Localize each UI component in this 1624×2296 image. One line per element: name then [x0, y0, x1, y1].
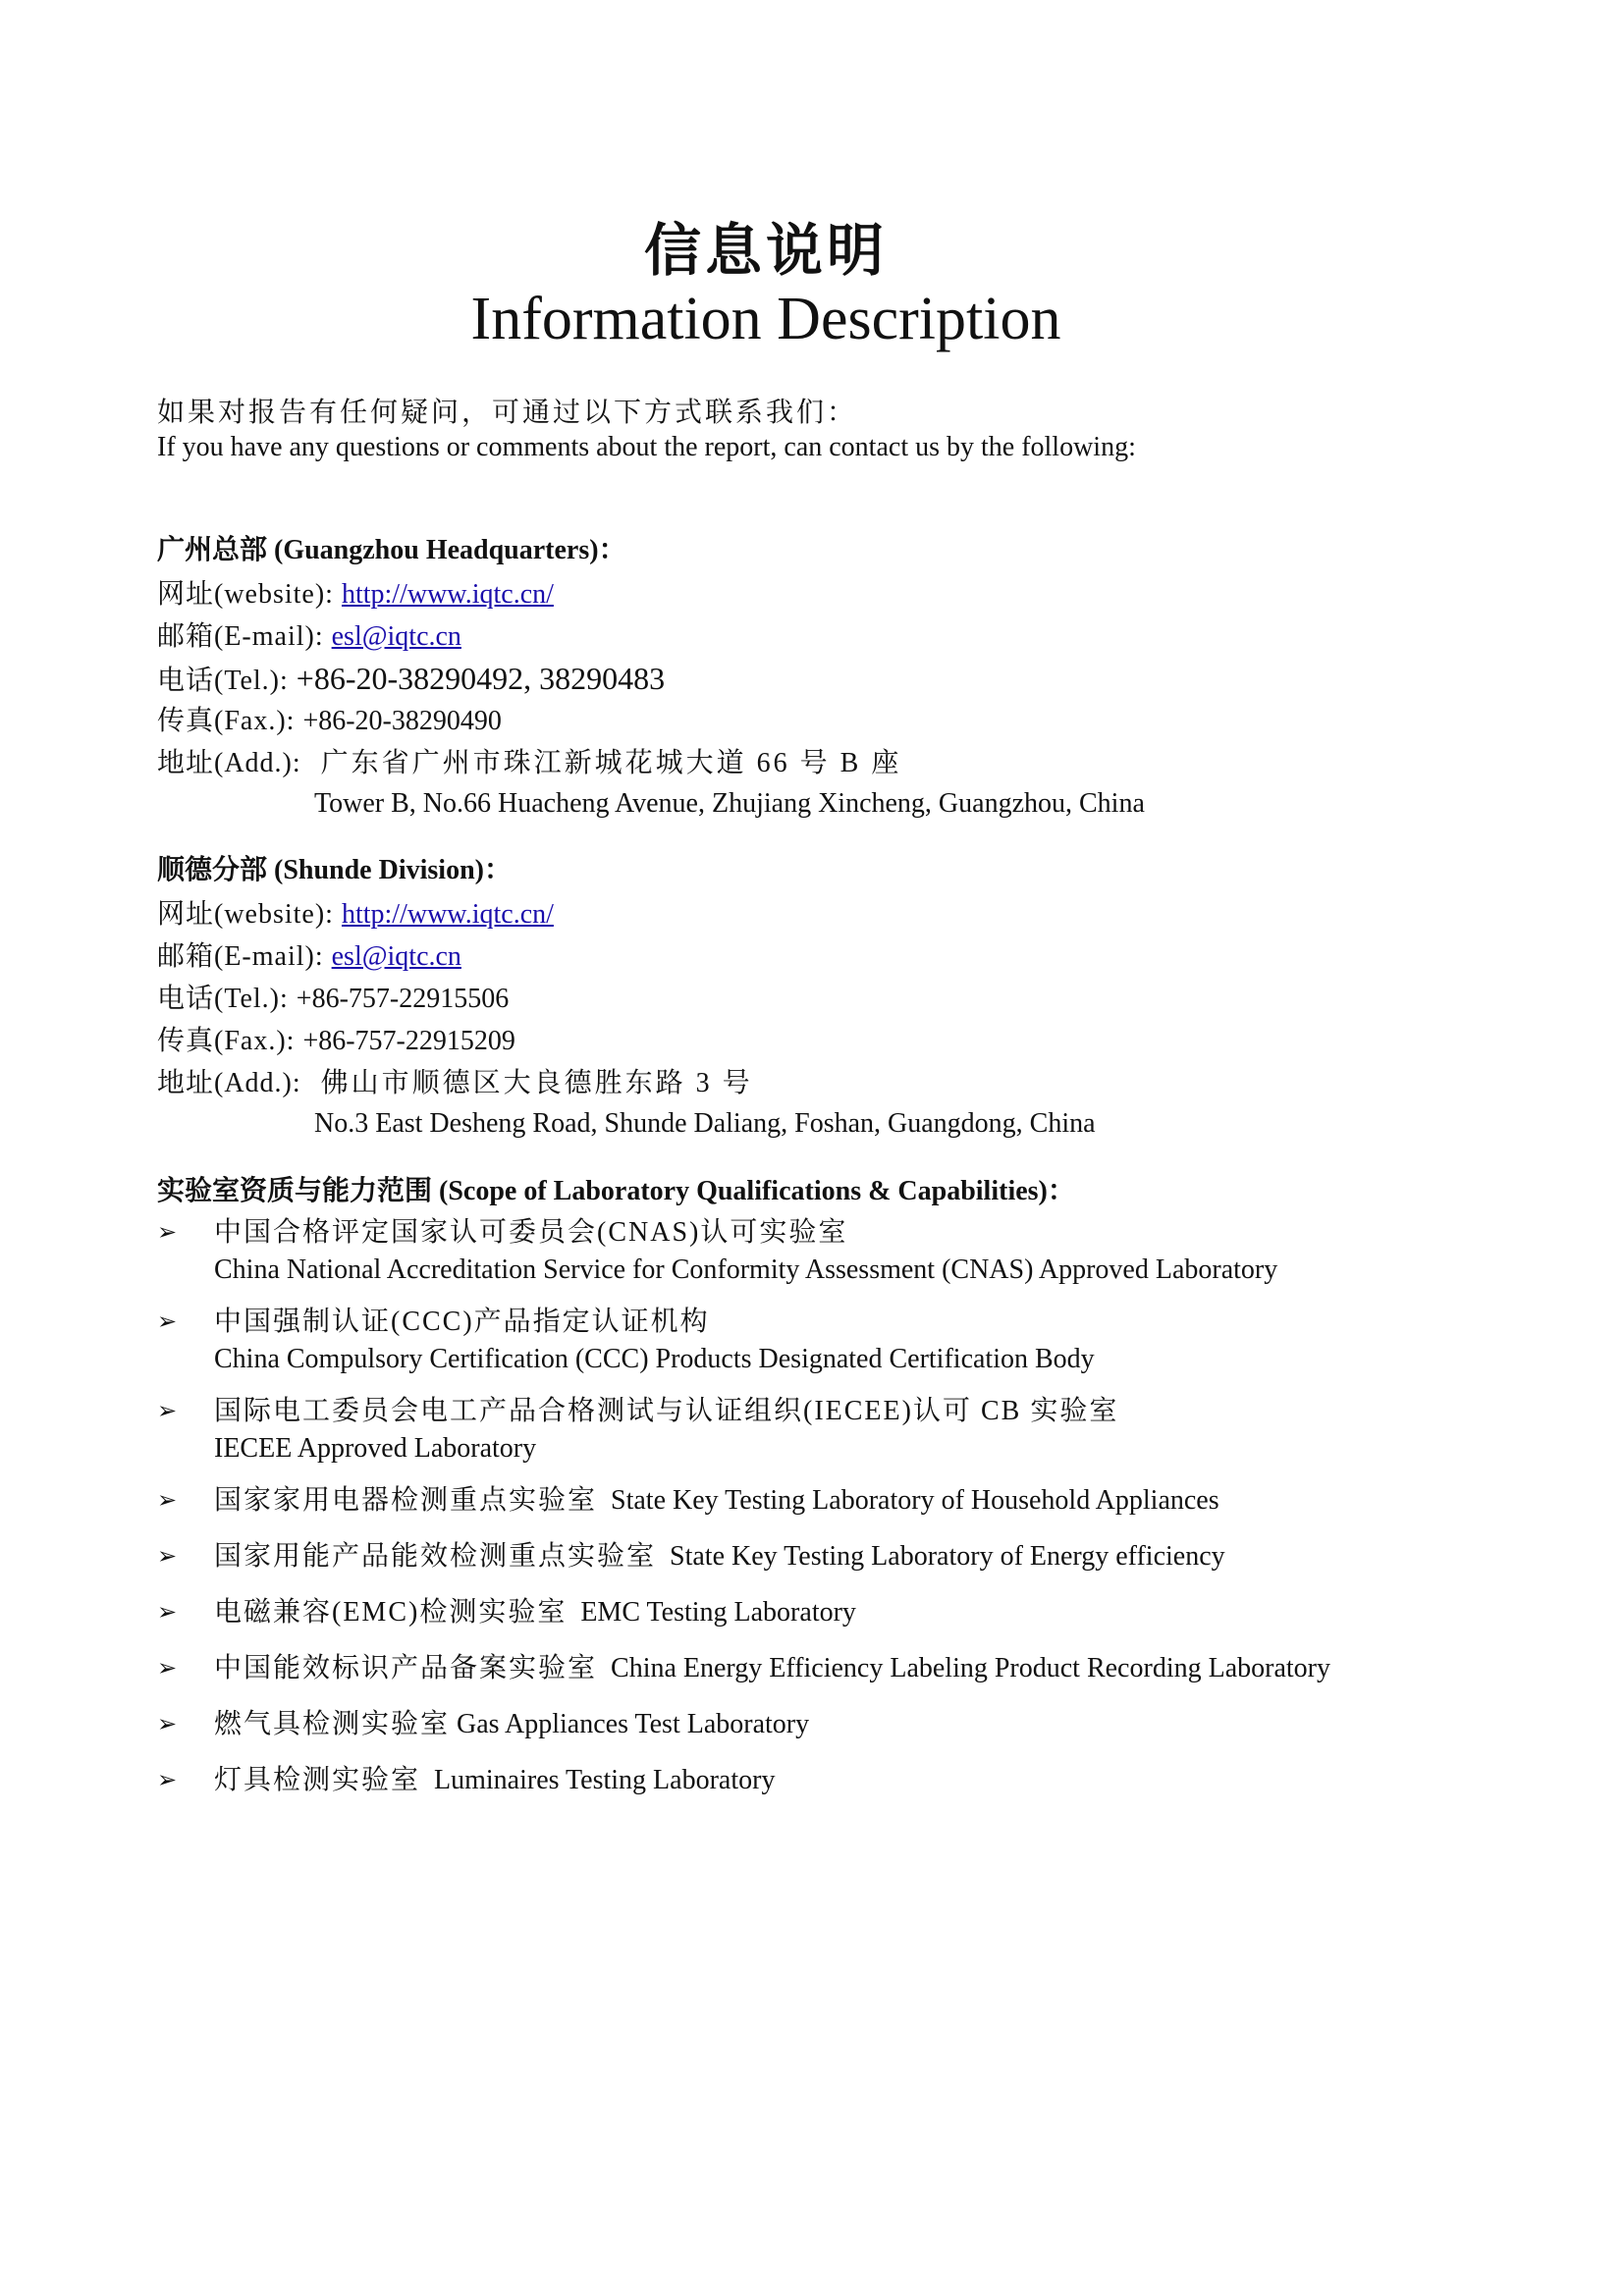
website-label: 网址(website):	[157, 579, 342, 610]
scope-item-chinese: 国家家用电器检测重点实验室	[214, 1485, 598, 1516]
intro-english: If you have any questions or comments about the report, can contact us by the following:	[157, 432, 1136, 462]
scope-item-chinese: 中国强制认证(CCC)产品指定认证机构	[214, 1307, 710, 1337]
arrow-bullet-icon: ➢	[157, 1399, 178, 1424]
guangzhou-tel-row	[157, 658, 1512, 700]
intro-chinese: 如果对报告有任何疑问，可通过以下方式联系我们：	[157, 398, 858, 428]
scope-item-chinese: 中国能效标识产品备案实验室	[214, 1653, 598, 1683]
list-item	[157, 1762, 1512, 1799]
arrow-bullet-icon: ➢	[157, 1712, 178, 1737]
list-item	[157, 1304, 1512, 1378]
email-label: 邮箱(E-mail):	[157, 941, 332, 972]
scope-item-chinese: 电磁兼容(EMC)检测实验室	[214, 1597, 568, 1628]
guangzhou-email-row	[157, 615, 1512, 658]
scope-item-english: China Energy Efficiency Labeling Product Recording Laboratory	[611, 1653, 1330, 1683]
arrow-bullet-icon: ➢	[157, 1768, 178, 1793]
guangzhou-fax-row	[157, 700, 1512, 742]
scope-heading: 实验室资质与能力范围 (Scope of Laboratory Qualifications & Capabilities)：	[157, 1176, 1075, 1206]
guangzhou-website-row	[157, 573, 1512, 615]
guangzhou-heading: 广州总部 (Guangzhou Headquarters)：	[157, 535, 626, 565]
shunde-address-chinese: 佛山市顺德区大良德胜东路 3 号	[320, 1068, 753, 1098]
list-item	[157, 1538, 1512, 1575]
tel-label: 电话(Tel.):	[157, 666, 297, 696]
scope-item-chinese: 国际电工委员会电工产品合格测试与认证组织(IECEE)认可 CB 实验室	[214, 1396, 1119, 1426]
list-item	[157, 1706, 1512, 1743]
arrow-bullet-icon: ➢	[157, 1488, 178, 1514]
scope-item-english: Luminaires Testing Laboratory	[434, 1765, 776, 1795]
list-item	[157, 1594, 1512, 1631]
arrow-bullet-icon: ➢	[157, 1309, 178, 1335]
scope-item-english: IECEE Approved Laboratory	[214, 1433, 537, 1464]
fax-label: 传真(Fax.):	[157, 706, 303, 736]
guangzhou-address-row	[157, 742, 1512, 784]
tel-label: 电话(Tel.):	[157, 984, 297, 1014]
guangzhou-tel-value: +86-20-38290492, 38290483	[296, 661, 666, 696]
title-chinese: 信息说明	[643, 217, 888, 284]
guangzhou-website-link[interactable]: http://www.iqtc.cn/	[341, 579, 554, 610]
list-item	[157, 1482, 1512, 1520]
list-item	[157, 1650, 1512, 1687]
shunde-section	[157, 852, 1512, 1145]
scope-item-chinese: 国家用能产品能效检测重点实验室	[214, 1541, 657, 1572]
scope-item-chinese: 燃气具检测实验室	[214, 1709, 451, 1739]
shunde-address-row	[157, 1062, 1512, 1104]
shunde-heading: 顺德分部 (Shunde Division)：	[157, 855, 512, 885]
guangzhou-address-chinese: 广东省广州市珠江新城花城大道 66 号 B 座	[320, 748, 902, 778]
shunde-fax-row	[157, 1020, 1512, 1062]
scope-item-chinese: 灯具检测实验室	[214, 1765, 421, 1795]
guangzhou-fax-value: +86-20-38290490	[302, 706, 502, 736]
list-item	[157, 1214, 1512, 1289]
shunde-tel-value: +86-757-22915506	[296, 984, 510, 1014]
shunde-website-row	[157, 893, 1512, 935]
guangzhou-email-link[interactable]: esl@iqtc.cn	[331, 621, 461, 652]
scope-item-english: EMC Testing Laboratory	[580, 1597, 856, 1628]
arrow-bullet-icon: ➢	[157, 1220, 178, 1246]
shunde-email-row	[157, 935, 1512, 978]
scope-item-english: Gas Appliances Test Laboratory	[457, 1709, 810, 1739]
scope-item-english: State Key Testing Laboratory of Household Appliances	[611, 1485, 1219, 1516]
shunde-fax-value: +86-757-22915209	[302, 1026, 515, 1056]
fax-label: 传真(Fax.):	[157, 1026, 303, 1056]
guangzhou-section	[157, 532, 1512, 825]
scope-item-english: China National Accreditation Service for Conformity Assessment (CNAS) Approved Laboratory	[214, 1255, 1278, 1285]
arrow-bullet-icon: ➢	[157, 1544, 178, 1570]
shunde-tel-row	[157, 978, 1512, 1020]
list-item	[157, 1393, 1512, 1468]
shunde-email-link[interactable]: esl@iqtc.cn	[331, 941, 461, 972]
arrow-bullet-icon: ➢	[157, 1600, 178, 1626]
title-english: Information Description	[470, 286, 1061, 352]
scope-item-english: China Compulsory Certification (CCC) Products Designated Certification Body	[214, 1344, 1095, 1374]
shunde-address-english: No.3 East Desheng Road, Shunde Daliang, Foshan, Guangdong, China	[314, 1108, 1096, 1139]
scope-item-chinese: 中国合格评定国家认可委员会(CNAS)认可实验室	[214, 1217, 848, 1248]
arrow-bullet-icon: ➢	[157, 1656, 178, 1682]
website-label: 网址(website):	[157, 899, 342, 930]
scope-list	[157, 1214, 1512, 1799]
scope-section	[157, 1173, 1512, 1818]
address-label: 地址(Add.):	[157, 1068, 309, 1098]
address-label: 地址(Add.):	[157, 748, 309, 778]
scope-item-english: State Key Testing Laboratory of Energy efficiency	[670, 1541, 1225, 1572]
guangzhou-address-english: Tower B, No.66 Huacheng Avenue, Zhujiang Xincheng, Guangzhou, China	[314, 788, 1145, 819]
shunde-website-link[interactable]: http://www.iqtc.cn/	[341, 899, 554, 930]
email-label: 邮箱(E-mail):	[157, 621, 332, 652]
